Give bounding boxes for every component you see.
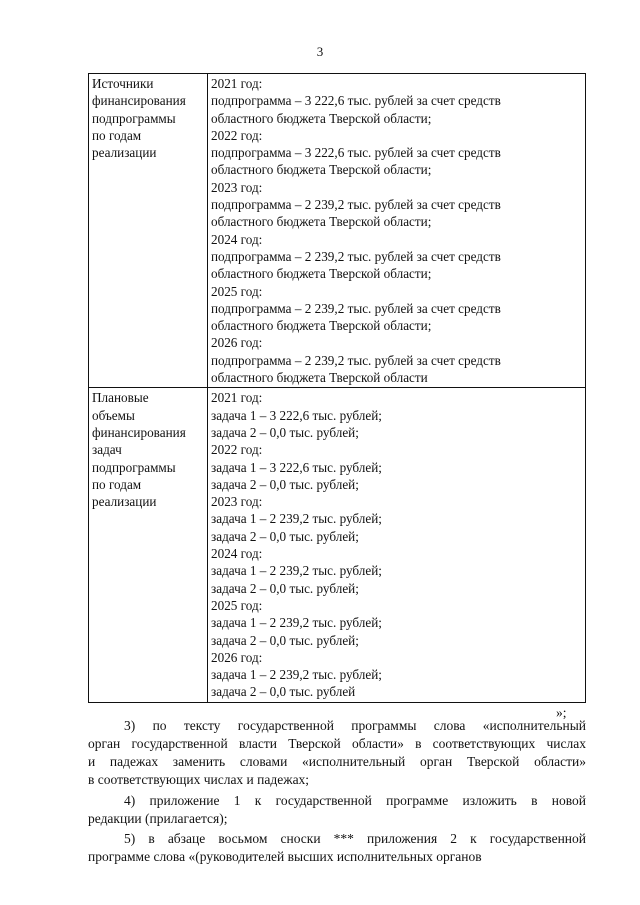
content-line: задача 1 – 2 239,2 тыс. рублей;	[211, 667, 382, 683]
content-line: подпрограмма – 2 239,2 тыс. рублей за счет средств	[211, 300, 501, 316]
content-line: 2024 год:	[211, 231, 263, 247]
row-label-cell	[89, 388, 208, 702]
content-line: 2026 год:	[211, 649, 263, 665]
content-line: 2025 год:	[211, 283, 263, 299]
content-line: подпрограмма – 3 222,6 тыс. рублей за счет средств	[211, 93, 501, 109]
content-line: задача 2 – 0,0 тыс. рублей;	[211, 424, 359, 440]
paragraph-4	[88, 792, 586, 828]
table-row	[89, 74, 586, 388]
paragraph-line: 5) в абзаце восьмом сноски *** приложения 2 к государственной	[124, 831, 586, 846]
content-line: задача 1 – 3 222,6 тыс. рублей;	[211, 407, 382, 423]
paragraph-line: в соответствующих числах и падежах;	[88, 772, 310, 787]
content-line: 2025 год:	[211, 597, 263, 613]
content-line: задача 2 – 0,0 тыс. рублей;	[211, 476, 359, 492]
content-line: подпрограмма – 2 239,2 тыс. рублей за счет средств	[211, 197, 501, 213]
paragraph-line: 4) приложение 1 к государственной программе изложить в новой	[124, 793, 586, 808]
content-line: задача 1 – 2 239,2 тыс. рублей;	[211, 615, 382, 631]
content-line: подпрограмма – 2 239,2 тыс. рублей за счет средств	[211, 248, 501, 264]
content-line: 2022 год:	[211, 442, 263, 458]
paragraph-3	[88, 717, 586, 789]
content-line: 2022 год:	[211, 127, 263, 143]
content-line: областного бюджета Тверской области;	[211, 214, 432, 230]
label-line: Плановые	[92, 390, 149, 406]
label-line: финансирования	[92, 424, 186, 440]
content-line: 2023 год:	[211, 494, 263, 510]
paragraph-line: 3) по тексту государственной программы слова «исполнительный	[124, 718, 586, 733]
label-line: подпрограммы	[92, 459, 176, 475]
content-line: задача 1 – 3 222,6 тыс. рублей;	[211, 459, 382, 475]
content-line: областного бюджета Тверской области;	[211, 162, 432, 178]
page-number: 3	[316, 44, 324, 59]
content-line: задача 2 – 0,0 тыс. рублей;	[211, 580, 359, 596]
content-line: подпрограмма – 3 222,6 тыс. рублей за счет средств	[211, 145, 501, 161]
row-label-cell	[89, 74, 208, 388]
label-line: по годам	[92, 476, 142, 492]
content-line: 2021 год:	[211, 76, 263, 91]
label-line: реализации	[92, 145, 157, 161]
row-content-cell	[208, 388, 586, 702]
label-line: подпрограммы	[92, 110, 176, 126]
label-line: по годам	[92, 127, 142, 143]
content-line: областного бюджета Тверской области	[211, 370, 428, 386]
paragraph-line: редакции (прилагается);	[88, 811, 228, 826]
label-line: Источники	[92, 76, 154, 91]
label-line: финансирования	[92, 93, 186, 109]
content-line: 2024 год:	[211, 546, 263, 562]
content-line: задача 2 – 0,0 тыс. рублей;	[211, 632, 359, 648]
content-line: задача 2 – 0,0 тыс. рублей;	[211, 528, 359, 544]
content-line: областного бюджета Тверской области;	[211, 266, 432, 282]
row-content-cell	[208, 74, 586, 388]
paragraph-line: орган государственной власти Тверской области» в соответствующих числах	[88, 736, 586, 751]
content-line: задача 2 – 0,0 тыс. рублей	[211, 684, 356, 700]
closing-quote: »;	[556, 705, 567, 720]
content-line: областного бюджета Тверской области;	[211, 110, 432, 126]
content-line: задача 1 – 2 239,2 тыс. рублей;	[211, 511, 382, 527]
paragraph-line: программе слова «(руководителей высших исполнительных органов	[88, 849, 482, 864]
table-row	[89, 388, 586, 702]
content-line: 2026 год:	[211, 335, 263, 351]
content-line: областного бюджета Тверской области;	[211, 318, 432, 334]
paragraph-5	[88, 830, 586, 866]
content-line: задача 1 – 2 239,2 тыс. рублей;	[211, 563, 382, 579]
content-line: подпрограмма – 2 239,2 тыс. рублей за счет средств	[211, 352, 501, 368]
content-line: 2023 год:	[211, 179, 263, 195]
content-line: 2021 год:	[211, 390, 263, 406]
label-line: объемы	[92, 407, 135, 423]
label-line: реализации	[92, 494, 157, 510]
paragraph-line: и падежах заменить словами «исполнительный орган Тверской области»	[88, 754, 586, 769]
label-line: задач	[92, 442, 122, 458]
financing-table	[88, 73, 586, 703]
